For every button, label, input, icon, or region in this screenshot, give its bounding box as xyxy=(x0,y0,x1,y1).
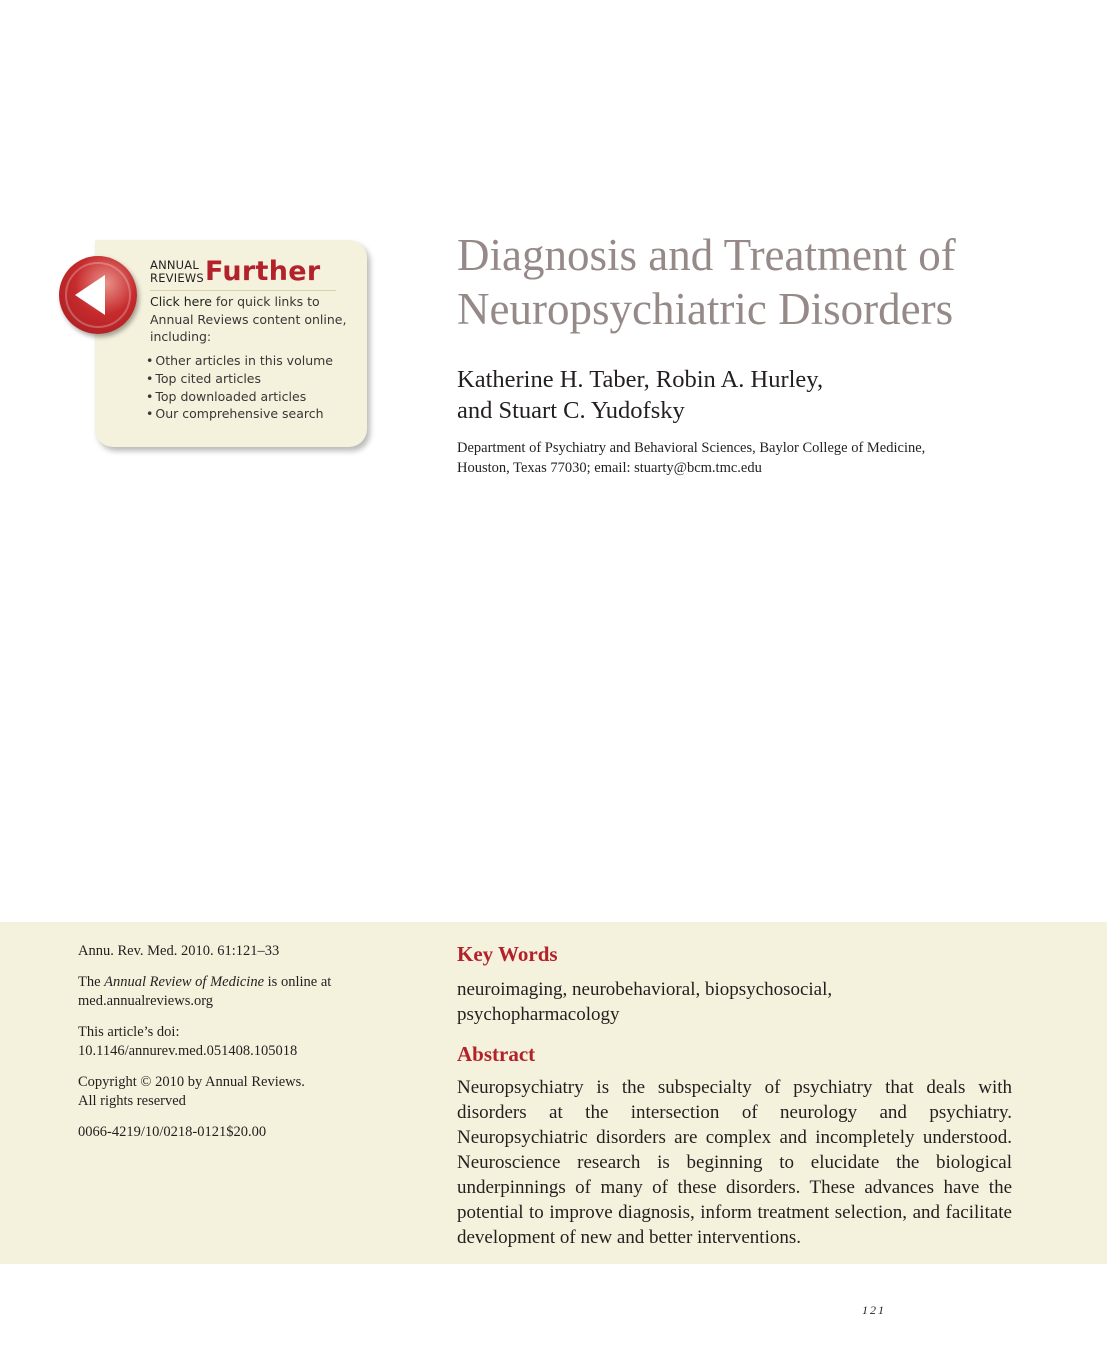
back-arrow-icon[interactable] xyxy=(59,256,137,334)
copyright-note: Copyright © 2010 by Annual Reviews. All rights reserved xyxy=(78,1073,305,1109)
abstract-heading: Abstract xyxy=(457,1042,536,1066)
further-intro: Click here for quick links to Annual Reviews content online, including: xyxy=(150,294,347,344)
citation: Annu. Rev. Med. 2010. 61:121–33 xyxy=(78,943,280,959)
further-heading: Further xyxy=(205,256,321,287)
annual-reviews-logo: ANNUAL REVIEWS xyxy=(150,258,204,285)
article-metadata xyxy=(78,942,378,1153)
further-link-top-downloaded[interactable]: • Top downloaded articles xyxy=(146,388,333,406)
journal-url[interactable]: med.annualreviews.org xyxy=(78,993,214,1009)
doi-link[interactable]: 10.1146/annurev.med.051408.105018 xyxy=(78,1043,298,1059)
further-link-other-articles[interactable]: • Other articles in this volume xyxy=(146,352,333,370)
keywords-text: neuroimaging, neurobehavioral, biopsychosocial, psychopharmacology xyxy=(457,979,833,1025)
issn-code: 0066-4219/10/0218-0121$20.00 xyxy=(78,1123,267,1140)
further-links-list xyxy=(146,352,333,423)
article-authors: Katherine H. Taber, Robin A. Hurley, and Stuart C. Yudofsky xyxy=(457,366,824,424)
further-link-top-cited[interactable]: • Top cited articles xyxy=(146,370,333,388)
article-title: Diagnosis and Treatment of Neuropsychiatric Disorders xyxy=(457,230,956,334)
online-note: The Annual Review of Medicine is online at med.annualreviews.org xyxy=(78,973,332,1009)
page-number: 121 xyxy=(862,1303,886,1317)
click-here-link[interactable]: Click here xyxy=(150,294,212,309)
doi-note: This article’s doi: 10.1146/annurev.med.051408.105018 xyxy=(78,1023,298,1059)
author-affiliation: Department of Psychiatry and Behavioral Sciences, Baylor College of Medicine, Houston, Texas 77030; email: stuarty@bcm.tmc.edu xyxy=(457,440,926,476)
further-divider xyxy=(150,290,336,291)
abstract-text: Neuropsychiatry is the subspecialty of psychiatry that deals with disorders at the intersection of neurology and psychiatry. Neuropsychiatric disorders are complex and incompletely understood. Neuroscience research is beginning to elucidate the biological underpinnings of many of these disorders. These advances have the potential to improve diagnosis, inform treatment selection, and facilitate development of new and better interventions. xyxy=(457,1077,1012,1248)
keywords-heading: Key Words xyxy=(457,942,558,966)
further-link-search[interactable]: • Our comprehensive search xyxy=(146,405,333,423)
